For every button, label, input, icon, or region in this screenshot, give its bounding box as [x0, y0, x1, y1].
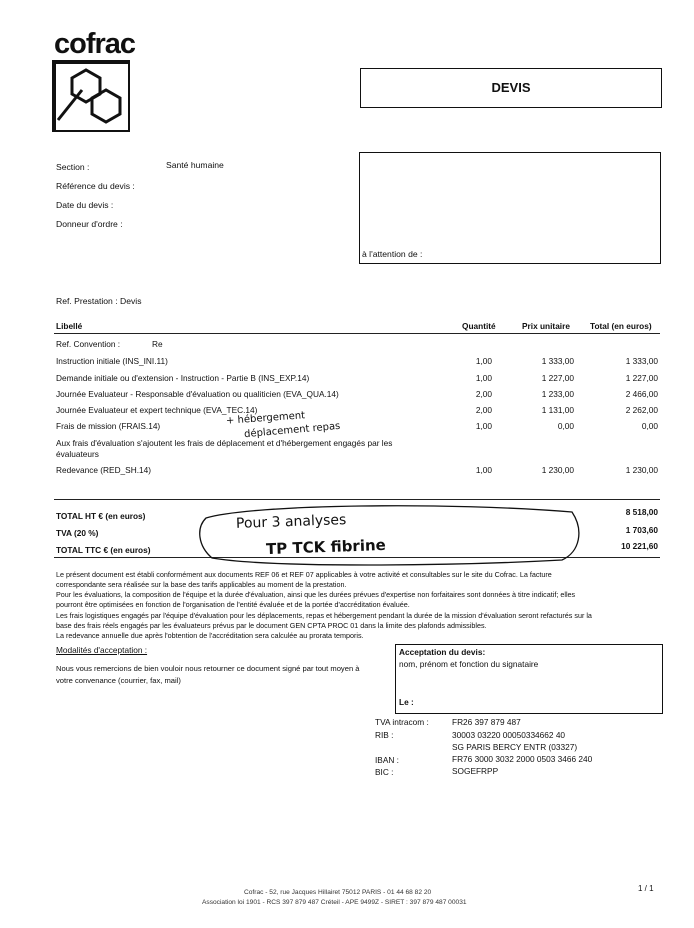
terms-line: Le présent document est établi conformément aux documents REF 06 et REF 07 applicables à votre activité et consultables sur le site du Cofrac. La facture	[56, 570, 552, 579]
handwritten-circle	[192, 500, 592, 570]
total-ht-value: 8 518,00	[625, 507, 658, 517]
terms-line: base des frais réels engagés par les évaluateurs prévus par le document GEN CPTA PROC 01 dans la limite des plafonds admissibles.	[56, 621, 487, 630]
ref-convention: Ref. Convention :	[56, 339, 121, 349]
terms-line: pourront être optimisées en fonction de l'organisation de l'entité évaluée et de la portée d'accréditation évaluée.	[56, 600, 410, 609]
total-ttc-value: 10 221,60	[621, 541, 658, 551]
row-prix: 1 233,00	[541, 389, 574, 399]
terms-line: La redevance annuelle due après l'obtention de l'accréditation sera calculée au prorata temporis.	[56, 631, 364, 640]
ref-convention-tail: Re	[152, 339, 163, 349]
footer-address: Cofrac - 52, rue Jacques Hillairet 75012 PARIS - 01 44 68 82 20	[244, 889, 432, 896]
row-libelle: Demande initiale ou d'extension - Instruction - Partie B (INS_EXP.14)	[56, 373, 310, 383]
section-value: Santé humaine	[166, 160, 224, 170]
document-title: DEVIS	[491, 80, 531, 95]
ref-prestation: Ref. Prestation : Devis	[56, 296, 142, 306]
row-libelle: Journée Evaluateur - Responsable d'évaluation ou qualiticien (EVA_QUA.14)	[56, 389, 339, 399]
col-prix-unitaire: Prix unitaire	[522, 321, 570, 331]
acceptance-box[interactable]	[395, 644, 663, 714]
tva-intracom-value: FR26 397 879 487	[452, 717, 521, 727]
address-box	[359, 152, 661, 264]
cofrac-logo-text: cofrac	[54, 28, 136, 60]
terms-line: correspondante sera réalisée sur la base des tarifs applicables au moment de la prestation.	[56, 580, 347, 589]
bic-label: BIC :	[375, 767, 394, 777]
row-total: 2 262,00	[625, 405, 658, 415]
row-total: 1 230,00	[625, 465, 658, 475]
row-libelle: Redevance (RED_SH.14)	[56, 465, 151, 475]
frais-note-line1: Aux frais d'évaluation s'ajoutent les frais de déplacement et d'hébergement engagés par les	[56, 438, 393, 448]
row-libelle: Frais de mission (FRAIS.14)	[56, 421, 161, 431]
acceptance-line1: Nous vous remercions de bien vouloir nous retourner ce document signé par tout moyen à	[56, 664, 360, 673]
document-title-box	[360, 68, 662, 108]
rib-value: 30003 03220 00050334662 40	[452, 730, 566, 740]
modalites-acceptation: Modalités d'acceptation :	[56, 645, 148, 655]
handwritten-note-hebergement: + hébergement	[225, 410, 306, 427]
section-label: Section :	[56, 162, 90, 172]
row-total: 0,00	[641, 421, 658, 431]
terms-line: Les frais logistiques engagés par l'équipe d'évaluation pour les déplacements, repas et hébergement pendant la durée de la mission d'évaluation seront refacturés sur la	[56, 611, 592, 620]
row-total: 2 466,00	[625, 389, 658, 399]
date-devis-label: Date du devis :	[56, 200, 114, 210]
terms-line: Pour les évaluations, la composition de l'équipe et la durée d'évaluation, ainsi que les durées prévues d'expertise non forfaitaires sont données à titre indicatif; elles	[56, 590, 576, 599]
total-ttc-label: TOTAL TTC € (en euros)	[56, 545, 151, 555]
rib-bank: SG PARIS BERCY ENTR (03327)	[452, 742, 578, 752]
col-total: Total (en euros)	[590, 321, 652, 331]
acceptance-box-title: Acceptation du devis:	[399, 647, 486, 657]
acceptance-box-sub: nom, prénom et fonction du signataire	[399, 659, 539, 669]
row-libelle: Instruction initiale (INS_INI.11)	[56, 356, 168, 366]
tva-value: 1 703,60	[625, 525, 658, 535]
table-header-rule	[54, 333, 660, 334]
rib-label: RIB :	[375, 730, 394, 740]
handwritten-pour-analyses: Pour 3 analyses	[235, 512, 347, 532]
tva-label: TVA (20 %)	[56, 528, 99, 538]
footer-legal: Association loi 1901 - RCS 397 879 487 Créteil - APE 9499Z - SIRET : 397 879 487 00031	[202, 899, 467, 906]
col-libelle: Libellé	[56, 321, 83, 331]
attention-label: à l'attention de :	[362, 249, 423, 259]
row-prix: 1 131,00	[541, 405, 574, 415]
row-prix: 1 230,00	[541, 465, 574, 475]
row-qty: 1,00	[475, 356, 492, 366]
row-qty: 2,00	[475, 389, 492, 399]
cofrac-logo-icon	[52, 60, 132, 132]
row-total: 1 227,00	[625, 373, 658, 383]
row-qty: 1,00	[475, 373, 492, 383]
row-prix: 1 333,00	[541, 356, 574, 366]
row-qty: 1,00	[475, 465, 492, 475]
iban-value: FR76 3000 3032 2000 0503 3466 240	[452, 754, 593, 764]
row-prix: 1 227,00	[541, 373, 574, 383]
frais-note-line2: évaluateurs	[56, 449, 99, 459]
handwritten-note-deplacement: déplacement repas	[243, 420, 341, 441]
acceptance-line2: votre convenance (courrier, fax, mail)	[56, 676, 181, 685]
row-libelle: Journée Evaluateur et expert technique (EVA_TEC.14)	[56, 405, 258, 415]
iban-label: IBAN :	[375, 755, 399, 765]
row-prix: 0,00	[557, 421, 574, 431]
acceptance-date-label: Le :	[399, 697, 414, 707]
row-qty: 1,00	[475, 421, 492, 431]
bic-value: SOGEFRPP	[452, 766, 499, 776]
row-qty: 2,00	[475, 405, 492, 415]
ref-devis-label: Référence du devis :	[56, 181, 135, 191]
tva-intracom-label: TVA intracom :	[375, 717, 429, 727]
row-total: 1 333,00	[625, 356, 658, 366]
col-quantite: Quantité	[462, 321, 496, 331]
donneur-ordre-label: Donneur d'ordre :	[56, 219, 123, 229]
handwritten-tp-tck: TP TCK fibrine	[265, 535, 387, 559]
total-ht-label: TOTAL HT € (en euros)	[56, 511, 146, 521]
page-number: 1 / 1	[638, 884, 654, 893]
